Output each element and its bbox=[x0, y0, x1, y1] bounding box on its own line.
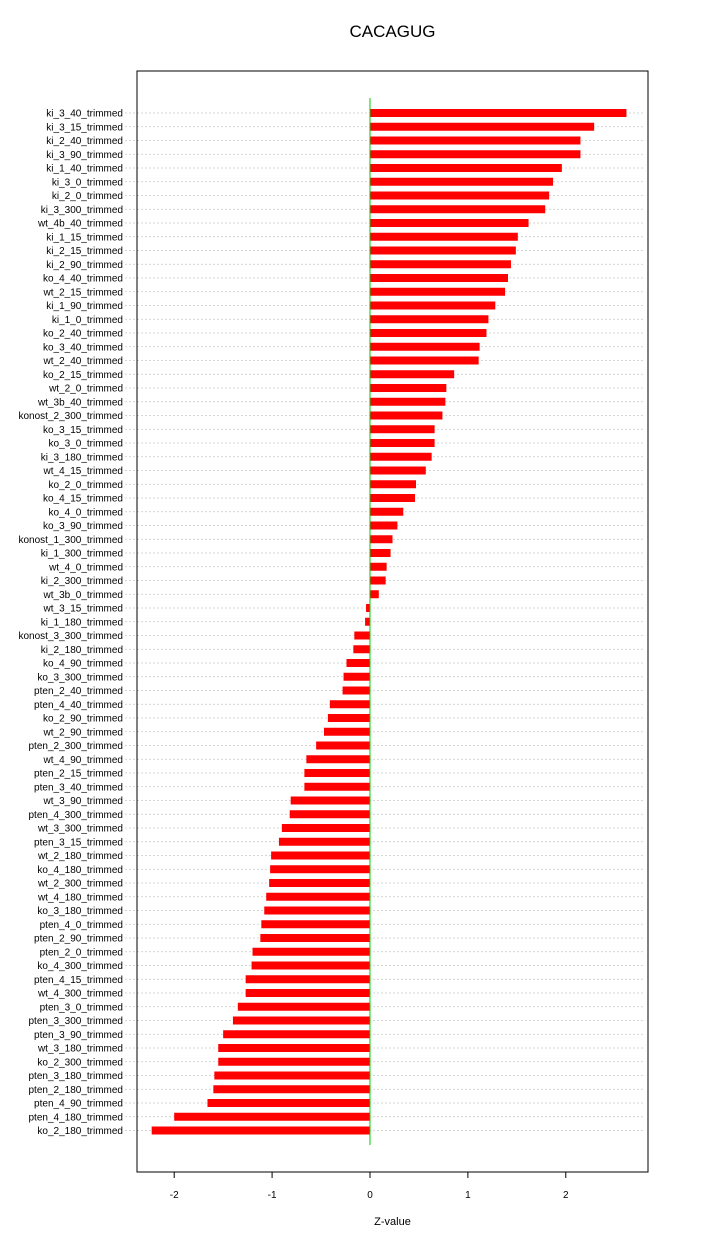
category-label: ki_1_300_trimmed bbox=[40, 548, 123, 560]
category-label: ko_4_300_trimmed bbox=[37, 961, 123, 972]
x-tick-label: 2 bbox=[562, 1190, 569, 1201]
bar bbox=[279, 838, 370, 846]
bar bbox=[370, 137, 580, 145]
bar bbox=[207, 1099, 370, 1107]
bar bbox=[213, 1085, 370, 1093]
bar bbox=[370, 109, 626, 117]
bar bbox=[370, 315, 488, 323]
category-label: wt_4b_40_trimmed bbox=[37, 218, 123, 230]
bar bbox=[370, 233, 518, 241]
category-label: ko_3_90_trimmed bbox=[42, 521, 123, 532]
bar bbox=[370, 247, 516, 255]
x-tick-label: 0 bbox=[367, 1190, 373, 1201]
category-label: ko_2_40_trimmed bbox=[42, 328, 123, 340]
category-label: pten_2_180_trimmed bbox=[28, 1084, 123, 1096]
category-label: pten_3_90_trimmed bbox=[34, 1029, 123, 1041]
category-label: pten_2_300_trimmed bbox=[28, 741, 123, 752]
bar bbox=[218, 1044, 370, 1052]
category-label: wt_3_90_trimmed bbox=[43, 796, 123, 807]
bar bbox=[370, 384, 446, 392]
category-label: ki_3_90_trimmed bbox=[46, 149, 123, 161]
bar bbox=[354, 632, 370, 640]
category-label: ki_2_300_trimmed bbox=[40, 576, 123, 587]
category-label: wt_2_90_trimmed bbox=[43, 727, 123, 739]
bar bbox=[246, 989, 370, 997]
bar bbox=[304, 783, 370, 791]
bar bbox=[218, 1058, 370, 1066]
category-label: pten_3_300_trimmed bbox=[28, 1016, 123, 1027]
bar bbox=[238, 1003, 370, 1011]
category-label: ki_3_300_trimmed bbox=[40, 204, 123, 216]
category-label: ko_2_15_trimmed bbox=[42, 369, 123, 381]
bar bbox=[365, 618, 370, 626]
category-label: pten_3_0_trimmed bbox=[39, 1002, 123, 1014]
category-label: konost_2_300_trimmed bbox=[18, 411, 123, 422]
bar bbox=[370, 535, 393, 543]
category-label: ki_2_90_trimmed bbox=[46, 259, 123, 271]
category-label: ki_1_40_trimmed bbox=[46, 163, 123, 175]
bar bbox=[233, 1017, 370, 1025]
bar bbox=[370, 288, 505, 296]
bar bbox=[264, 907, 370, 915]
category-label: ko_2_300_trimmed bbox=[37, 1057, 123, 1069]
bar bbox=[366, 604, 370, 612]
bar bbox=[370, 343, 480, 351]
bar bbox=[370, 219, 529, 227]
bar bbox=[328, 714, 370, 722]
category-label: pten_4_40_trimmed bbox=[34, 699, 123, 711]
category-label: wt_3_180_trimmed bbox=[37, 1043, 123, 1055]
category-label: pten_2_15_trimmed bbox=[34, 768, 123, 780]
bar bbox=[370, 370, 454, 378]
bar bbox=[214, 1072, 370, 1080]
category-label: ki_3_15_trimmed bbox=[46, 122, 123, 134]
bar bbox=[370, 480, 416, 488]
category-label: ki_1_15_trimmed bbox=[46, 232, 123, 244]
bar bbox=[370, 192, 549, 200]
bar bbox=[223, 1030, 370, 1038]
bar bbox=[291, 797, 370, 805]
category-label: ki_2_40_trimmed bbox=[46, 136, 123, 147]
category-label: ko_4_15_trimmed bbox=[42, 493, 123, 505]
bar bbox=[370, 412, 442, 420]
category-label: ki_2_0_trimmed bbox=[51, 191, 123, 202]
category-label: ko_3_15_trimmed bbox=[42, 424, 123, 436]
bar bbox=[270, 865, 370, 873]
category-label: ki_1_180_trimmed bbox=[40, 617, 123, 629]
category-label: konost_3_300_trimmed bbox=[18, 631, 123, 642]
category-label: ko_4_0_trimmed bbox=[48, 507, 123, 519]
category-label: pten_3_40_trimmed bbox=[34, 782, 123, 794]
x-tick-label: -1 bbox=[267, 1190, 277, 1201]
bar bbox=[271, 852, 370, 860]
bar bbox=[370, 425, 435, 433]
category-label: ki_1_90_trimmed bbox=[46, 301, 123, 312]
category-label: konost_1_300_trimmed bbox=[18, 534, 123, 546]
category-label: wt_2_0_trimmed bbox=[49, 383, 123, 395]
category-label: ko_4_90_trimmed bbox=[42, 658, 123, 670]
category-label: wt_4_15_trimmed bbox=[43, 466, 123, 477]
bar bbox=[370, 205, 545, 213]
bar bbox=[152, 1127, 370, 1135]
bar bbox=[306, 755, 370, 763]
x-axis bbox=[170, 1172, 569, 1201]
category-label: wt_4_300_trimmed bbox=[37, 988, 123, 1000]
bar bbox=[304, 769, 370, 777]
category-label: ko_2_180_trimmed bbox=[37, 1126, 123, 1137]
bar bbox=[370, 549, 391, 557]
category-labels bbox=[18, 109, 123, 1138]
category-label: ki_3_0_trimmed bbox=[51, 177, 123, 189]
category-label: ko_3_0_trimmed bbox=[48, 438, 123, 450]
category-label: wt_3b_0_trimmed bbox=[43, 589, 123, 601]
bar bbox=[174, 1113, 370, 1121]
category-label: wt_2_40_trimmed bbox=[43, 356, 123, 367]
category-label: ko_3_300_trimmed bbox=[37, 672, 123, 684]
category-label: ko_2_90_trimmed bbox=[42, 713, 123, 725]
category-label: wt_3b_40_trimmed bbox=[37, 397, 123, 409]
bar bbox=[353, 645, 370, 653]
category-label: pten_4_0_trimmed bbox=[39, 919, 123, 931]
category-label: pten_2_40_trimmed bbox=[34, 686, 123, 697]
bar bbox=[370, 563, 387, 571]
category-label: ki_3_180_trimmed bbox=[40, 452, 123, 464]
bar bbox=[261, 920, 370, 928]
category-label: ko_3_40_trimmed bbox=[42, 342, 123, 354]
bar bbox=[370, 164, 562, 172]
category-label: pten_3_180_trimmed bbox=[28, 1071, 123, 1082]
bar bbox=[370, 494, 415, 502]
bar bbox=[370, 329, 486, 337]
category-label: ki_3_40_trimmed bbox=[46, 108, 123, 120]
category-label: wt_4_180_trimmed bbox=[37, 892, 123, 904]
category-label: wt_2_15_trimmed bbox=[43, 287, 123, 299]
category-label: pten_3_15_trimmed bbox=[34, 837, 123, 849]
bar bbox=[370, 357, 479, 365]
category-label: wt_4_0_trimmed bbox=[49, 562, 123, 574]
category-label: pten_4_90_trimmed bbox=[34, 1098, 123, 1110]
category-label: wt_4_90_trimmed bbox=[43, 754, 123, 766]
bar bbox=[324, 728, 370, 736]
category-label: wt_3_15_trimmed bbox=[43, 603, 123, 615]
x-tick-label: -2 bbox=[169, 1190, 179, 1201]
bar bbox=[260, 934, 370, 942]
bar bbox=[290, 810, 370, 818]
bar bbox=[370, 467, 426, 475]
bar bbox=[370, 123, 594, 131]
bar bbox=[370, 577, 386, 585]
category-label: ko_3_180_trimmed bbox=[37, 906, 123, 917]
category-label: wt_2_180_trimmed bbox=[37, 851, 123, 862]
bar bbox=[370, 453, 432, 461]
category-label: wt_3_300_trimmed bbox=[37, 823, 123, 835]
bar bbox=[252, 962, 370, 970]
category-label: ko_4_180_trimmed bbox=[37, 864, 123, 876]
bar bbox=[246, 975, 370, 983]
bar bbox=[253, 948, 370, 956]
bar bbox=[316, 742, 370, 750]
bar bbox=[343, 687, 370, 695]
x-axis-label: Z-value bbox=[374, 1216, 411, 1228]
bar bbox=[370, 150, 580, 158]
bar bbox=[344, 673, 370, 681]
category-label: pten_4_15_trimmed bbox=[34, 974, 123, 986]
category-label: pten_2_90_trimmed bbox=[34, 933, 123, 945]
category-label: ki_1_0_trimmed bbox=[51, 314, 123, 326]
bar bbox=[370, 590, 379, 598]
bar bbox=[370, 398, 445, 406]
bar bbox=[282, 824, 370, 832]
bar bbox=[269, 879, 370, 887]
bar bbox=[370, 508, 403, 516]
bar bbox=[370, 260, 511, 268]
bar bbox=[346, 659, 369, 667]
category-label: pten_2_0_trimmed bbox=[39, 947, 123, 959]
bar bbox=[266, 893, 370, 901]
bar bbox=[370, 522, 397, 530]
bar bbox=[370, 274, 508, 282]
bar bbox=[370, 302, 495, 310]
chart-title: CACAGUG bbox=[349, 22, 436, 41]
category-label: wt_2_300_trimmed bbox=[37, 878, 123, 890]
category-label: pten_4_180_trimmed bbox=[28, 1112, 123, 1124]
bar bbox=[330, 700, 370, 708]
x-tick-label: 1 bbox=[465, 1190, 471, 1201]
bar bbox=[370, 178, 553, 186]
category-label: pten_4_300_trimmed bbox=[28, 809, 123, 821]
category-label: ko_2_0_trimmed bbox=[48, 479, 123, 491]
bar bbox=[370, 439, 435, 447]
category-label: ki_2_15_trimmed bbox=[46, 246, 123, 257]
category-label: ki_2_180_trimmed bbox=[40, 644, 123, 656]
category-label: ko_4_40_trimmed bbox=[42, 273, 123, 285]
